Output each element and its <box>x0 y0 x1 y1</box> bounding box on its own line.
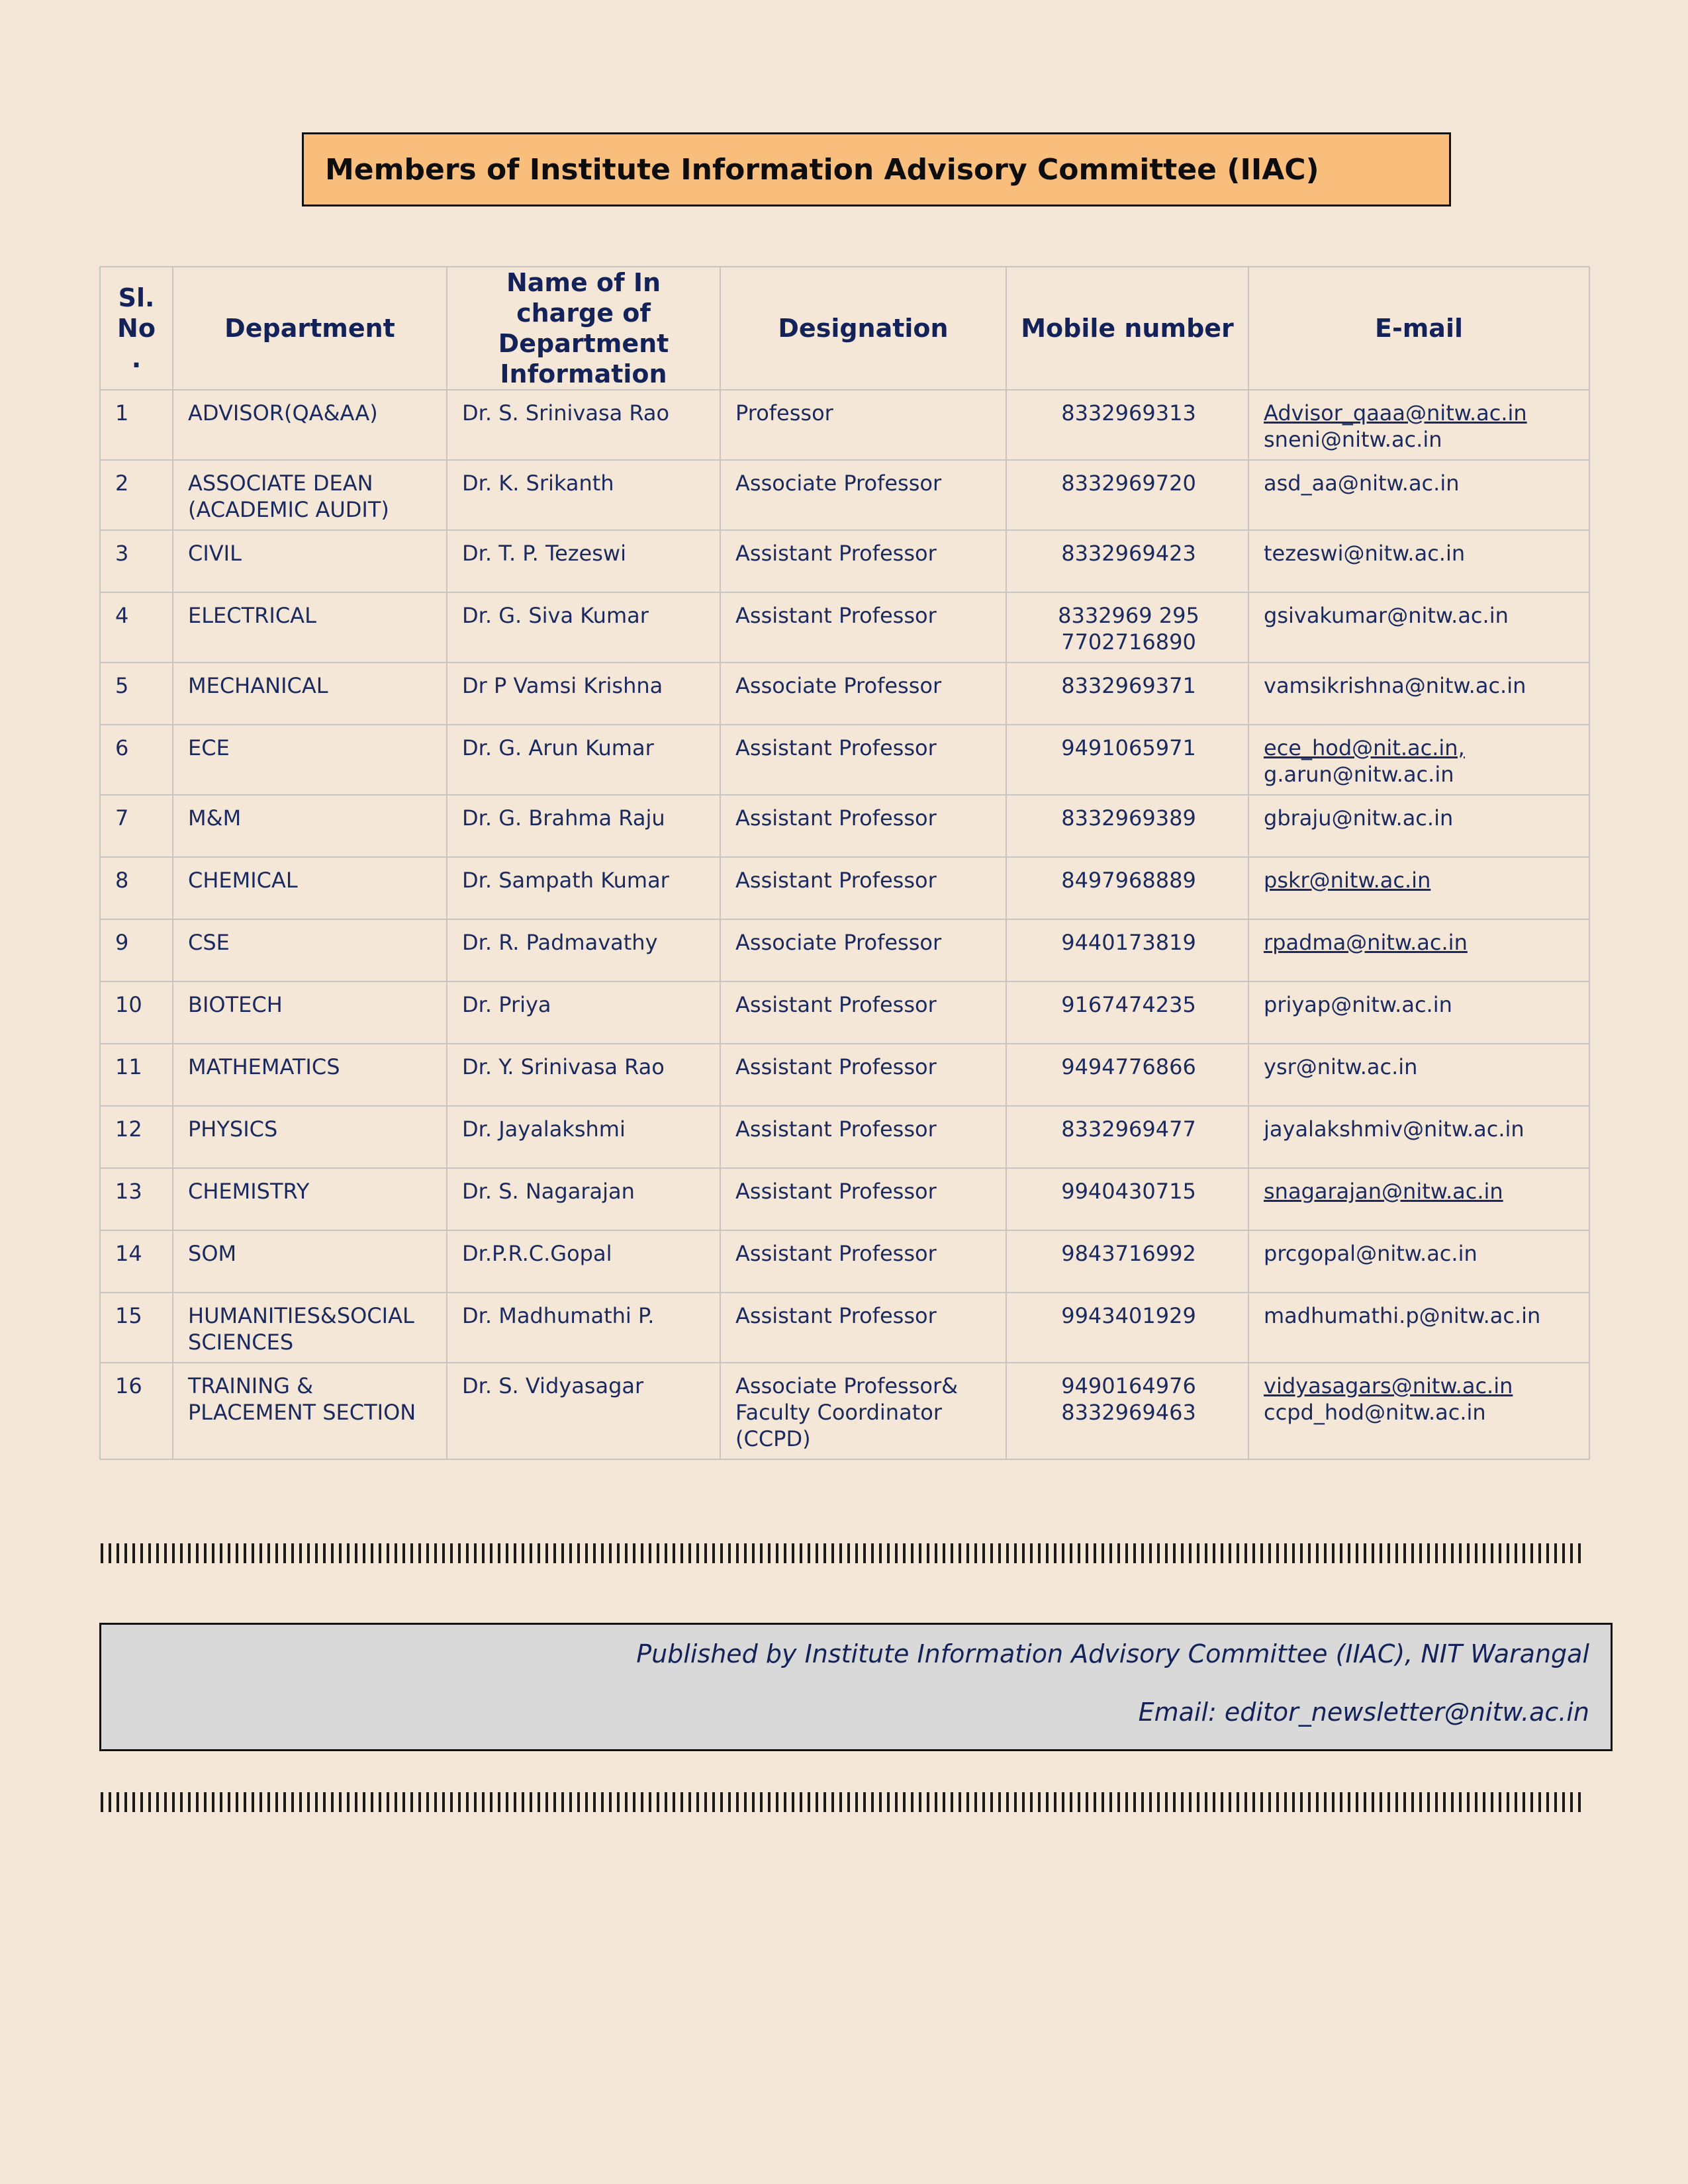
email-address: priyap@nitw.ac.in <box>1264 992 1452 1017</box>
cell-email <box>1248 725 1589 795</box>
table-row <box>100 390 1589 460</box>
cell-department <box>173 592 447 662</box>
cell-mobile <box>1006 530 1248 592</box>
cell-mobile <box>1006 1168 1248 1230</box>
cell-designation <box>720 1363 1006 1459</box>
cell-email <box>1248 1106 1589 1168</box>
cell-department <box>173 981 447 1044</box>
footer-published: Published by Institute Information Advisory Committee (IIAC), NIT Warangal <box>636 1639 1589 1668</box>
table-row <box>100 795 1589 857</box>
cell-name: Dr. T. P. Tezeswi <box>447 530 720 592</box>
cell-mobile <box>1006 1293 1248 1363</box>
department-line: M&M <box>188 805 242 831</box>
cell-mobile <box>1006 390 1248 460</box>
mobile-number: 8332969477 <box>1061 1116 1196 1142</box>
mobile-number: 8332969371 <box>1061 673 1196 698</box>
cell-slno: 7 <box>100 795 173 857</box>
decorative-divider-top <box>101 1543 1581 1563</box>
department-line: SCIENCES <box>188 1330 294 1355</box>
table-row <box>100 725 1589 795</box>
cell-department <box>173 1168 447 1230</box>
cell-department <box>173 857 447 919</box>
cell-email <box>1248 919 1589 981</box>
cell-mobile <box>1006 1230 1248 1293</box>
mobile-number: 8332969389 <box>1061 805 1196 831</box>
mobile-number: 8497968889 <box>1061 868 1196 893</box>
email-address: sneni@nitw.ac.in <box>1264 427 1442 452</box>
department-line: ADVISOR(QA&AA) <box>188 400 378 426</box>
header-email: E-mail <box>1248 267 1589 390</box>
department-line: ASSOCIATE DEAN <box>188 471 373 496</box>
department-line: MATHEMATICS <box>188 1054 340 1079</box>
department-line: TRAINING & <box>188 1373 314 1398</box>
designation-line: (CCPD) <box>735 1426 811 1451</box>
cell-slno: 5 <box>100 662 173 725</box>
cell-slno: 9 <box>100 919 173 981</box>
designation-line: Assistant Professor <box>735 1241 937 1266</box>
cell-name: Dr. Jayalakshmi <box>447 1106 720 1168</box>
department-line: ECE <box>188 735 230 760</box>
cell-designation <box>720 857 1006 919</box>
cell-designation <box>720 662 1006 725</box>
cell-name: Dr P Vamsi Krishna <box>447 662 720 725</box>
department-line: CIVIL <box>188 541 242 566</box>
email-link[interactable]: ece_hod@nit.ac.in, <box>1264 735 1465 760</box>
email-link[interactable]: rpadma@nitw.ac.in <box>1264 930 1468 955</box>
table-row <box>100 1230 1589 1293</box>
cell-email <box>1248 1168 1589 1230</box>
table-row <box>100 530 1589 592</box>
cell-designation <box>720 460 1006 530</box>
email-link[interactable]: pskr@nitw.ac.in <box>1264 868 1431 893</box>
cell-name: Dr. G. Siva Kumar <box>447 592 720 662</box>
cell-designation <box>720 1293 1006 1363</box>
mobile-number: 8332969720 <box>1061 471 1196 496</box>
cell-department <box>173 662 447 725</box>
cell-department <box>173 1230 447 1293</box>
cell-email <box>1248 390 1589 460</box>
department-line: ELECTRICAL <box>188 603 316 628</box>
designation-line: Assistant Professor <box>735 541 937 566</box>
email-link[interactable]: Advisor_qaaa@nitw.ac.in <box>1264 400 1527 426</box>
cell-email <box>1248 530 1589 592</box>
department-line: (ACADEMIC AUDIT) <box>188 497 389 522</box>
cell-department <box>173 530 447 592</box>
email-address: ccpd_hod@nitw.ac.in <box>1264 1400 1486 1425</box>
decorative-divider-bottom <box>101 1792 1581 1812</box>
cell-designation <box>720 1044 1006 1106</box>
cell-email <box>1248 460 1589 530</box>
cell-email <box>1248 795 1589 857</box>
cell-slno: 14 <box>100 1230 173 1293</box>
table-row <box>100 592 1589 662</box>
mobile-number: 7702716890 <box>1061 629 1196 655</box>
header-name: Name of In charge of Department Information <box>447 267 720 390</box>
cell-slno: 13 <box>100 1168 173 1230</box>
cell-name: Dr. S. Srinivasa Rao <box>447 390 720 460</box>
email-address: vamsikrishna@nitw.ac.in <box>1264 673 1526 698</box>
cell-designation <box>720 725 1006 795</box>
table-row <box>100 1106 1589 1168</box>
cell-department <box>173 1363 447 1459</box>
cell-slno: 10 <box>100 981 173 1044</box>
page-title: Members of Institute Information Advisory Committee (IIAC) <box>325 152 1319 187</box>
table-row <box>100 1044 1589 1106</box>
cell-department <box>173 390 447 460</box>
footer-email: Email: editor_newsletter@nitw.ac.in <box>1138 1698 1589 1727</box>
cell-slno: 15 <box>100 1293 173 1363</box>
email-address: gsivakumar@nitw.ac.in <box>1264 603 1509 628</box>
cell-designation <box>720 592 1006 662</box>
designation-line: Assistant Professor <box>735 603 937 628</box>
cell-name: Dr. Priya <box>447 981 720 1044</box>
cell-email <box>1248 857 1589 919</box>
email-address: asd_aa@nitw.ac.in <box>1264 471 1460 496</box>
mobile-number: 9167474235 <box>1061 992 1196 1017</box>
cell-name: Dr. S. Nagarajan <box>447 1168 720 1230</box>
cell-mobile <box>1006 795 1248 857</box>
cell-name: Dr. Y. Srinivasa Rao <box>447 1044 720 1106</box>
title-banner <box>302 132 1451 206</box>
mobile-number: 8332969313 <box>1061 400 1196 426</box>
header-designation: Designation <box>720 267 1006 390</box>
cell-department <box>173 460 447 530</box>
designation-line: Assistant Professor <box>735 1054 937 1079</box>
designation-line: Professor <box>735 400 833 426</box>
cell-mobile <box>1006 919 1248 981</box>
department-line: SOM <box>188 1241 237 1266</box>
table-body <box>100 390 1589 1459</box>
cell-department <box>173 725 447 795</box>
cell-mobile <box>1006 1363 1248 1459</box>
cell-slno: 8 <box>100 857 173 919</box>
designation-line: Assistant Professor <box>735 1179 937 1204</box>
cell-mobile <box>1006 592 1248 662</box>
cell-designation <box>720 530 1006 592</box>
cell-mobile <box>1006 1106 1248 1168</box>
header-mobile: Mobile number <box>1006 267 1248 390</box>
cell-slno: 2 <box>100 460 173 530</box>
cell-slno: 1 <box>100 390 173 460</box>
mobile-number: 9943401929 <box>1061 1303 1196 1328</box>
cell-name: Dr. R. Padmavathy <box>447 919 720 981</box>
cell-name: Dr. G. Arun Kumar <box>447 725 720 795</box>
cell-designation <box>720 795 1006 857</box>
cell-name: Dr. S. Vidyasagar <box>447 1363 720 1459</box>
designation-line: Faculty Coordinator <box>735 1400 942 1425</box>
department-line: BIOTECH <box>188 992 283 1017</box>
designation-line: Associate Professor& <box>735 1373 959 1398</box>
cell-email <box>1248 1044 1589 1106</box>
header-slno: Sl. No . <box>100 267 173 390</box>
cell-name: Dr. Madhumathi P. <box>447 1293 720 1363</box>
cell-email <box>1248 592 1589 662</box>
cell-mobile <box>1006 981 1248 1044</box>
mobile-number: 8332969463 <box>1061 1400 1196 1425</box>
designation-line: Assistant Professor <box>735 1116 937 1142</box>
designation-line: Assistant Professor <box>735 1303 937 1328</box>
cell-designation <box>720 1168 1006 1230</box>
cell-slno: 16 <box>100 1363 173 1459</box>
designation-line: Assistant Professor <box>735 868 937 893</box>
cell-email <box>1248 981 1589 1044</box>
cell-email <box>1248 1293 1589 1363</box>
mobile-number: 9494776866 <box>1061 1054 1196 1079</box>
department-line: CHEMICAL <box>188 868 298 893</box>
mobile-number: 9490164976 <box>1061 1373 1196 1398</box>
cell-slno: 6 <box>100 725 173 795</box>
designation-line: Associate Professor <box>735 471 942 496</box>
table-row <box>100 857 1589 919</box>
department-line: CSE <box>188 930 230 955</box>
cell-designation <box>720 390 1006 460</box>
table-row <box>100 460 1589 530</box>
department-line: PHYSICS <box>188 1116 278 1142</box>
cell-department <box>173 1044 447 1106</box>
cell-slno: 11 <box>100 1044 173 1106</box>
table-row <box>100 1293 1589 1363</box>
mobile-number: 8332969 295 <box>1058 603 1199 628</box>
email-address: tezeswi@nitw.ac.in <box>1264 541 1466 566</box>
cell-designation <box>720 919 1006 981</box>
cell-department <box>173 795 447 857</box>
cell-mobile <box>1006 1044 1248 1106</box>
cell-email <box>1248 662 1589 725</box>
designation-line: Assistant Professor <box>735 992 937 1017</box>
table-row <box>100 1168 1589 1230</box>
department-line: MECHANICAL <box>188 673 328 698</box>
cell-designation <box>720 981 1006 1044</box>
cell-mobile <box>1006 460 1248 530</box>
cell-department <box>173 919 447 981</box>
cell-mobile <box>1006 725 1248 795</box>
cell-name: Dr. Sampath Kumar <box>447 857 720 919</box>
mobile-number: 9491065971 <box>1061 735 1196 760</box>
email-address: madhumathi.p@nitw.ac.in <box>1264 1303 1541 1328</box>
email-address: gbraju@nitw.ac.in <box>1264 805 1454 831</box>
table-row <box>100 662 1589 725</box>
mobile-number: 9843716992 <box>1061 1241 1196 1266</box>
table-row <box>100 919 1589 981</box>
email-address: ysr@nitw.ac.in <box>1264 1054 1418 1079</box>
mobile-number: 9440173819 <box>1061 930 1196 955</box>
cell-name: Dr. G. Brahma Raju <box>447 795 720 857</box>
footer-box <box>99 1623 1613 1751</box>
header-department: Department <box>173 267 447 390</box>
members-table <box>99 266 1590 1460</box>
table-header-row <box>100 267 1589 390</box>
designation-line: Assistant Professor <box>735 805 937 831</box>
mobile-number: 9940430715 <box>1061 1179 1196 1204</box>
cell-name: Dr. K. Srikanth <box>447 460 720 530</box>
cell-slno: 12 <box>100 1106 173 1168</box>
cell-name: Dr.P.R.C.Gopal <box>447 1230 720 1293</box>
designation-line: Associate Professor <box>735 673 942 698</box>
email-address: jayalakshmiv@nitw.ac.in <box>1264 1116 1524 1142</box>
designation-line: Assistant Professor <box>735 735 937 760</box>
email-address: g.arun@nitw.ac.in <box>1264 762 1454 787</box>
mobile-number: 8332969423 <box>1061 541 1196 566</box>
designation-line: Associate Professor <box>735 930 942 955</box>
table-row <box>100 1363 1589 1459</box>
cell-department <box>173 1293 447 1363</box>
department-line: HUMANITIES&SOCIAL <box>188 1303 414 1328</box>
cell-slno: 4 <box>100 592 173 662</box>
cell-mobile <box>1006 662 1248 725</box>
cell-mobile <box>1006 857 1248 919</box>
cell-designation <box>720 1106 1006 1168</box>
cell-slno: 3 <box>100 530 173 592</box>
cell-designation <box>720 1230 1006 1293</box>
email-link[interactable]: vidyasagars@nitw.ac.in <box>1264 1373 1513 1398</box>
cell-email <box>1248 1363 1589 1459</box>
cell-department <box>173 1106 447 1168</box>
email-link[interactable]: snagarajan@nitw.ac.in <box>1264 1179 1503 1204</box>
cell-email <box>1248 1230 1589 1293</box>
table-row <box>100 981 1589 1044</box>
department-line: CHEMISTRY <box>188 1179 310 1204</box>
department-line: PLACEMENT SECTION <box>188 1400 416 1425</box>
email-address: prcgopal@nitw.ac.in <box>1264 1241 1477 1266</box>
